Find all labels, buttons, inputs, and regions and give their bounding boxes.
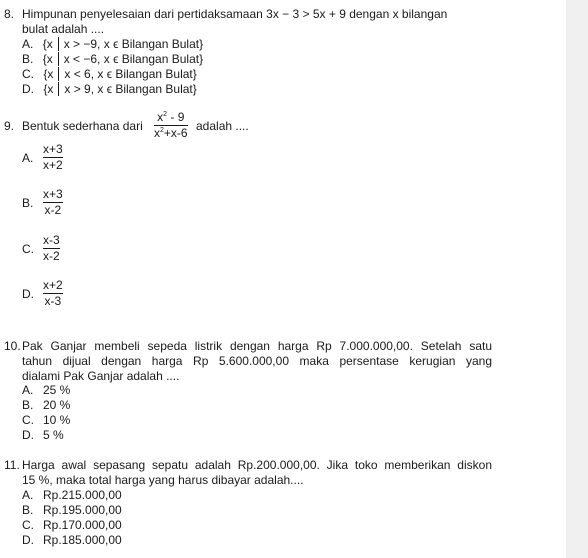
fraction-numerator: $x^2 - 9$ <box>157 110 185 124</box>
option-d[interactable] <box>22 82 197 96</box>
set-open: {x <box>42 37 53 51</box>
fraction-numerator: x+3 <box>43 187 63 201</box>
set-open: {x <box>42 52 53 66</box>
question-text-line3: dialami Pak Ganjar adalah .... <box>22 369 180 383</box>
fraction-denominator: x+2 <box>43 158 63 172</box>
option-letter: A. <box>22 488 34 502</box>
question-suffix: adalah .... <box>196 119 249 133</box>
option-text: Rp.185.000,00 <box>43 533 122 547</box>
question-text-line2: tahun dijual dengan harga Rp 5.600.000,00 maka persentase kerugian yang <box>22 354 492 368</box>
option-text: Rp.195.000,00 <box>43 503 122 517</box>
question-fraction <box>154 111 188 140</box>
set-condition: x > −9, x ϵ Bilangan Bulat} <box>63 37 204 51</box>
question-number: 10. <box>4 339 21 353</box>
option-letter: C. <box>22 67 34 81</box>
question-text-line2: bulat adalah .... <box>22 22 105 36</box>
option-letter: B. <box>22 503 34 517</box>
set-bar <box>58 82 59 96</box>
fraction-numerator: x+2 <box>43 278 63 292</box>
option-letter: C. <box>22 242 34 256</box>
option-letter: A. <box>22 37 34 51</box>
option-fraction <box>43 188 63 217</box>
set-condition: x < 6, x ϵ Bilangan Bulat} <box>64 67 197 81</box>
fraction-denominator: $x^2+x-6$ <box>154 126 188 140</box>
question-prefix: Bentuk sederhana dari <box>22 119 143 133</box>
option-letter: D. <box>22 533 34 547</box>
option-letter: D. <box>22 287 34 301</box>
option-letter: B. <box>22 52 34 66</box>
set-condition: x < −6, x ϵ Bilangan Bulat} <box>63 52 204 66</box>
question-text-line1: Himpunan penyelesaian dari pertidaksamaan 3x − 3 > 5x + 9 dengan x bilangan <box>22 7 448 21</box>
fraction-denominator: x-2 <box>43 249 60 263</box>
set-open: {x <box>43 82 54 96</box>
question-text-line1: Pak Ganjar membeli sepeda listrik dengan harga Rp 7.000.000,00. Setelah satu <box>22 339 492 353</box>
option-fraction <box>43 143 63 172</box>
option-letter: B. <box>22 196 34 210</box>
question-number: 8. <box>4 7 15 21</box>
option-text: 25 % <box>43 383 71 397</box>
option-text: 10 % <box>43 413 71 427</box>
set-bar <box>58 52 59 66</box>
option-text: 20 % <box>43 398 71 412</box>
set-bar <box>58 67 59 81</box>
option-letter: A. <box>22 151 34 165</box>
option-fraction <box>43 234 60 263</box>
question-number: 9. <box>4 119 15 133</box>
option-text: Rp.215.000,00 <box>43 488 122 502</box>
fraction-denominator: x-3 <box>44 294 62 308</box>
option-letter: C. <box>22 518 34 532</box>
option-text: Rp.170.000,00 <box>43 518 122 532</box>
option-a[interactable] <box>22 37 203 51</box>
question-text-line2: 15 %, maka total harga yang harus dibayar adalah.... <box>22 473 304 487</box>
option-letter: C. <box>22 413 34 427</box>
option-b[interactable] <box>22 52 203 66</box>
option-c[interactable] <box>22 67 197 81</box>
page-margin-strip <box>566 0 588 558</box>
option-letter: B. <box>22 398 34 412</box>
option-letter: D. <box>22 428 34 442</box>
option-letter: D. <box>22 82 34 96</box>
option-text: 5 % <box>43 428 64 442</box>
fraction-numerator: x+3 <box>43 142 63 156</box>
set-open: {x <box>43 67 54 81</box>
question-text-line1: Harga awal sepasang sepatu adalah Rp.200.000,00. Jika toko memberikan diskon <box>22 458 492 472</box>
set-condition: x > 9, x ϵ Bilangan Bulat} <box>64 82 197 96</box>
set-bar <box>58 37 59 51</box>
option-letter: A. <box>22 383 34 397</box>
option-fraction <box>43 279 63 308</box>
question-number: 11. <box>4 458 20 472</box>
fraction-numerator: x-3 <box>43 233 60 247</box>
fraction-denominator: x-2 <box>44 203 62 217</box>
